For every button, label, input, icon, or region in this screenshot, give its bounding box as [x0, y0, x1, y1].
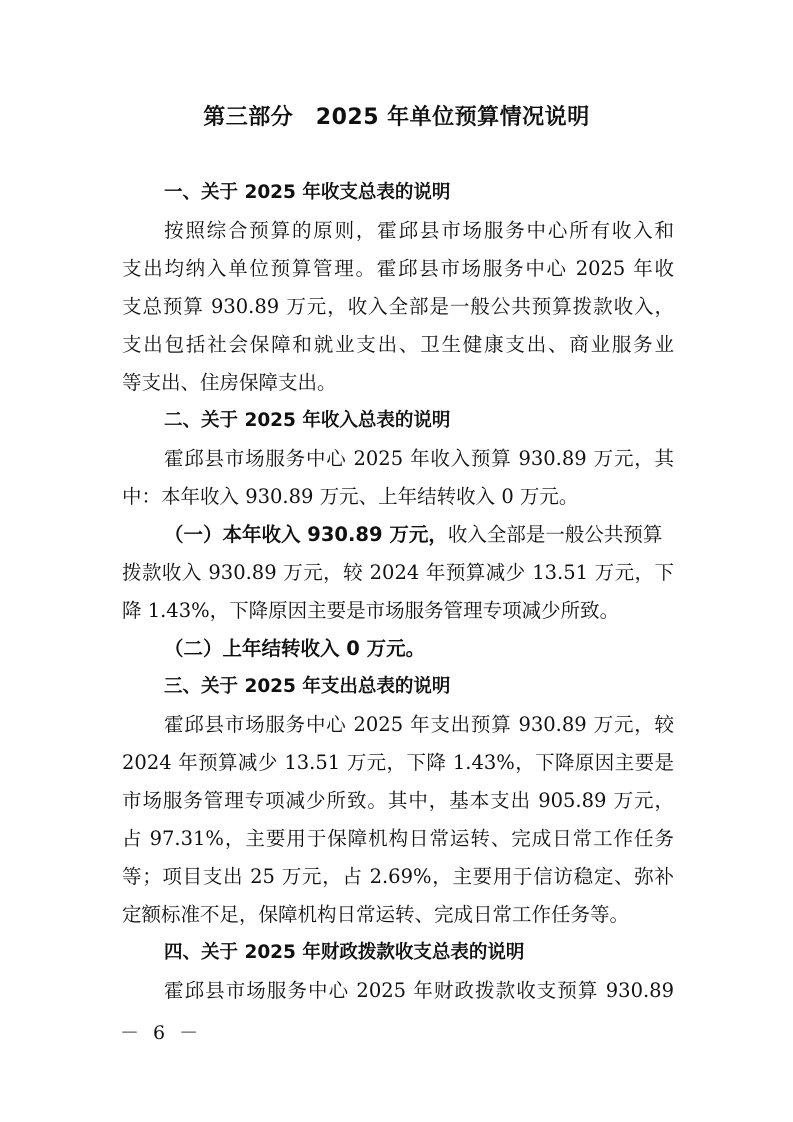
- paragraph-line: 等支出、住房保障支出。: [122, 371, 337, 394]
- section-heading-3: 三、关于 2025 年支出总表的说明: [164, 676, 451, 697]
- paragraph-line: 等；项目支出 25 万元，占 2.69%，主要用于信访稳定、弥补: [122, 865, 674, 888]
- section-heading-2: 二、关于 2025 年收入总表的说明: [164, 410, 451, 431]
- paragraph-line: 降 1.43%，下降原因主要是市场服务管理专项减少所致。: [122, 599, 620, 622]
- page-title: 第三部分 2025 年单位预算情况说明: [203, 105, 590, 130]
- section-heading-1: 一、关于 2025 年收支总表的说明: [164, 182, 451, 203]
- paragraph-line: 按照综合预算的原则，霍邱县市场服务中心所有收入和: [164, 219, 674, 242]
- paragraph-line: 支出均纳入单位预算管理。霍邱县市场服务中心 2025 年收: [122, 257, 674, 280]
- subsection-text: 收入全部是一般公共预算: [447, 523, 663, 546]
- paragraph-line: 占 97.31%，主要用于保障机构日常运转、完成日常工作任务: [122, 827, 674, 850]
- paragraph-line: 霍邱县市场服务中心 2025 年支出预算 930.89 万元，较: [164, 713, 674, 736]
- paragraph-line: 支出包括社会保障和就业支出、卫生健康支出、商业服务业: [122, 333, 674, 356]
- paragraph-line: 霍邱县市场服务中心 2025 年财政拨款收支预算 930.89: [164, 979, 674, 1002]
- paragraph-line: 支总预算 930.89 万元，收入全部是一般公共预算拨款收入，: [122, 295, 674, 318]
- paragraph-line: 市场服务管理专项减少所致。其中，基本支出 905.89 万元，: [122, 789, 674, 812]
- subsection-line: [164, 518, 674, 552]
- paragraph-line: 拨款收入 930.89 万元，较 2024 年预算减少 13.51 万元，下: [122, 561, 674, 584]
- section-heading-4: 四、关于 2025 年财政拨款收支总表的说明: [164, 942, 525, 963]
- paragraph-line: 定额标准不足，保障机构日常运转、完成日常工作任务等。: [122, 903, 630, 926]
- page-number: － 6 －: [120, 1022, 203, 1044]
- paragraph-line: 霍邱县市场服务中心 2025 年收入预算 930.89 万元，其: [164, 447, 674, 470]
- paragraph-line: 2024 年预算减少 13.51 万元，下降 1.43%，下降原因主要是: [122, 751, 674, 774]
- paragraph-line: 中：本年收入 930.89 万元、上年结转收入 0 万元。: [122, 485, 579, 508]
- subsection-heading-1: （一）本年收入 930.89 万元，: [164, 523, 448, 546]
- subsection-heading-2: （二）上年结转收入 0 万元。: [164, 637, 426, 660]
